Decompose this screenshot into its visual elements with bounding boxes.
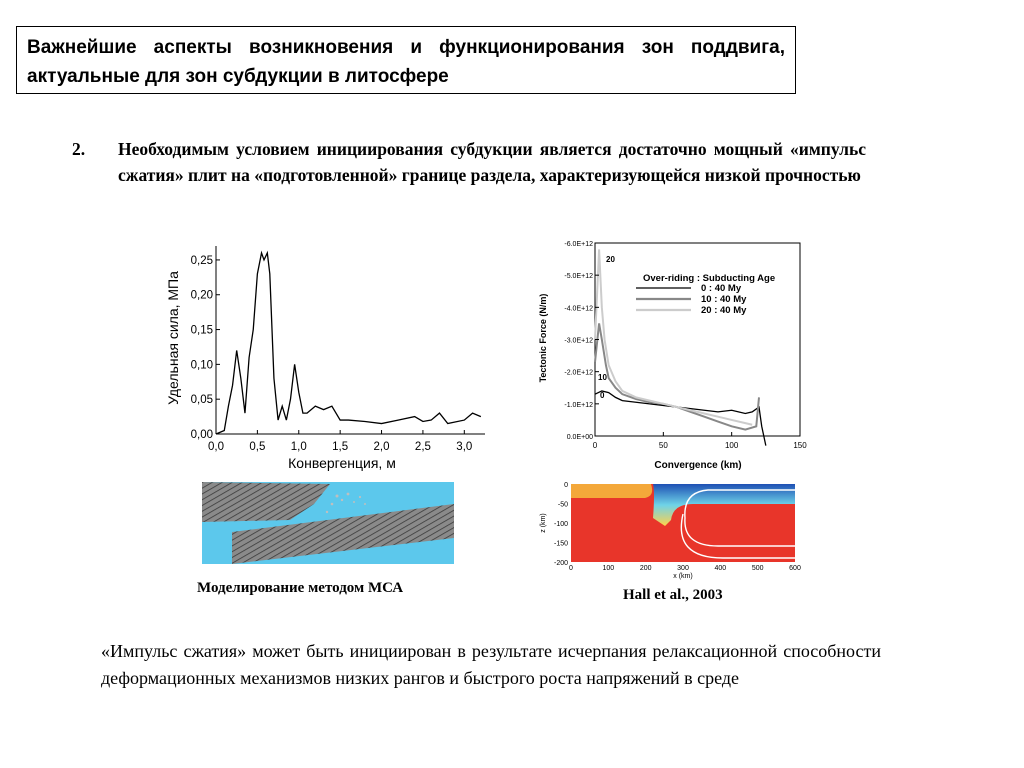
chart2-x-tick-label: 0 [592,441,598,450]
model-x-axis-label: x (km) [673,573,693,580]
chart2-y-tick-label: -2.0E+12 [564,369,593,377]
force-convergence-chart [160,238,495,473]
chart1-y-axis-label: Удельная сила, МПа [165,271,181,405]
chart2-y-tick-label: -1.0E+12 [564,401,593,409]
chart2-y-ticks [564,241,599,441]
model-overriding-plate [571,484,652,498]
point-text: Необходимым условием инициирования субдукции является достаточно мощный «импульс сжатия» плит на «подготовленной» границе раздела, характеризующейся низкой прочностью [118,139,866,185]
chart1-x-tick-label: 3,0 [456,441,473,453]
chart2-legend-entry: 0 : 40 My [701,283,742,294]
chart1-x-tick-label: 1,5 [332,441,349,453]
model-x-tick-label: 600 [789,565,801,572]
tectonic-force-chart [533,233,808,473]
caption-right: Hall et al., 2003 [623,587,723,603]
model-x-tick-label: 400 [714,565,727,572]
slide-title: Важнейшие аспекты возникновения и функционирования зон поддвига, актуальные для зон субдукции в литосфере [27,37,785,87]
chart2-x-tick-label: 50 [658,441,668,450]
chart2-annotation-0: 0 [600,391,605,400]
bottom-paragraph: «Импульс сжатия» может быть инициирован в результате исчерпания релаксационной способности деформационных механизмов низких рангов и быстрого роста напряжений в среде [101,641,881,688]
chart2-y-tick-label: -5.0E+12 [564,273,593,281]
model-y-tick-label: 0 [564,482,568,489]
chart2-x-tick-label: 150 [793,441,807,450]
chart2-legend-entry: 10 : 40 My [701,294,747,305]
caption-left: Моделирование методом МСА [197,580,404,596]
chart2-annotation-20: 20 [606,255,615,264]
chart2-legend-title: Over-riding : Subducting Age [643,273,776,284]
chart1-x-tick-label: 1,0 [290,441,307,453]
chart1-y-tick-label: 0,00 [190,429,213,441]
chart1-y-tick-label: 0,25 [190,254,213,267]
chart2-x-tick-label: 100 [724,441,739,450]
chart1-x-tick-label: 2,0 [373,441,390,453]
chart1-x-tick-label: 2,5 [414,441,431,453]
chart1-axes [216,246,485,434]
chart1-y-tick-label: 0,10 [190,359,213,372]
chart1-y-tick-label: 0,05 [190,394,213,407]
model-x-tick-label: 0 [569,565,573,572]
chart2-series-line [595,323,759,429]
model-y-ticks [554,482,568,567]
model-x-tick-label: 200 [639,565,652,572]
chart2-x-ticks [593,432,807,450]
chart2-x-axis-label: Convergence (km) [654,460,742,471]
model-y-tick-label: -50 [557,501,568,509]
chart1-x-tick-label: 0,5 [249,441,266,453]
chart2-frame [595,243,800,436]
chart2-y-tick-label: 0.0E+00 [566,434,593,441]
model-x-tick-label: 100 [602,565,615,572]
chart2-axes [595,243,800,436]
chart2-y-axis-label: Tectonic Force (N/m) [538,293,548,383]
chart2-legend [636,283,747,316]
model-y-tick-label: -150 [553,540,568,548]
model-y-axis-label: z (km) [540,513,547,533]
chart1-y-tick-label: 0,15 [190,324,213,337]
model-y-tick-label: -200 [553,560,568,567]
chart2-y-tick-label: -4.0E+12 [564,305,593,313]
chart2-legend-entry: 20 : 40 My [701,305,747,316]
point-number: 2. [72,139,86,159]
chart2-annotation-10: 10 [598,373,607,382]
chart2-series-line [595,391,766,446]
model-x-tick-label: 500 [751,565,764,572]
chart2-y-tick-label: -6.0E+12 [564,241,593,248]
mantle-flow-model [533,478,803,583]
slide-title-box [16,26,796,94]
model-x-tick-label: 300 [677,565,689,572]
chart2-y-tick-label: -3.0E+12 [564,337,593,345]
chart1-x-tick-label: 0,0 [208,441,224,453]
point-2 [72,136,866,188]
chart1-y-tick-label: 0,20 [190,289,213,302]
model-y-tick-label: -100 [553,521,568,528]
chart1-x-axis-label: Конвергенция, м [288,455,396,471]
chart1-x-ticks [208,430,472,453]
model-x-ticks [569,565,801,572]
chart1-series-line [216,253,481,434]
mca-simulation-image [202,482,454,564]
